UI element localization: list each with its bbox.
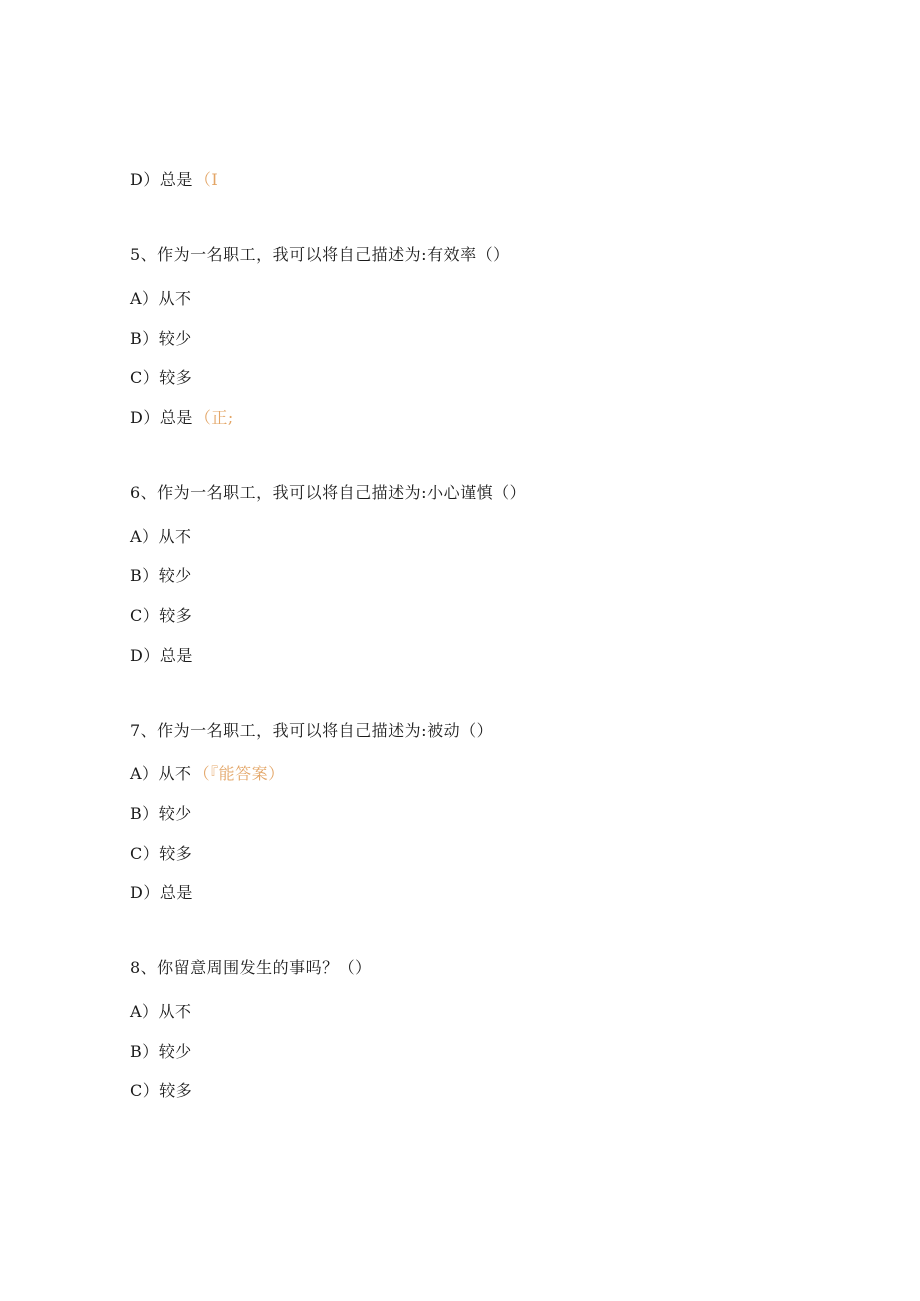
option-a-q7: A）从不 （『能答案） (130, 764, 285, 783)
option-c-q5: C）较多 (130, 368, 193, 387)
option-d-q5: D）总是 （正; (130, 408, 234, 427)
option-c-q8: C）较多 (130, 1081, 193, 1100)
answer-annotation: （正; (194, 408, 234, 427)
option-a-q6: A）从不 (130, 527, 192, 546)
option-d-q7: D）总是 (130, 883, 193, 902)
option-a-q8: A）从不 (130, 1002, 192, 1021)
option-c-q7: C）较多 (130, 844, 193, 863)
answer-annotation: （I (194, 170, 219, 189)
question-8: 8、你留意周围发生的事吗？（） (130, 958, 372, 977)
question-6: 6、作为一名职工，我可以将自己描述为:小心谨慎（） (130, 483, 527, 502)
question-5: 5、作为一名职工，我可以将自己描述为:有效率（） (130, 245, 510, 264)
option-b-q7: B）较少 (130, 804, 192, 823)
option-a-q5: A）从不 (130, 289, 192, 308)
option-b-q5: B）较少 (130, 329, 192, 348)
option-b-q6: B）较少 (130, 566, 192, 585)
option-d-always-q4: D）总是 （I (130, 170, 219, 189)
option-b-q8: B）较少 (130, 1042, 192, 1061)
option-c-q6: C）较多 (130, 606, 193, 625)
question-7: 7、作为一名职工，我可以将自己描述为:被动（） (130, 721, 494, 740)
answer-annotation: （『能答案） (193, 764, 285, 783)
option-d-q6: D）总是 (130, 646, 193, 665)
